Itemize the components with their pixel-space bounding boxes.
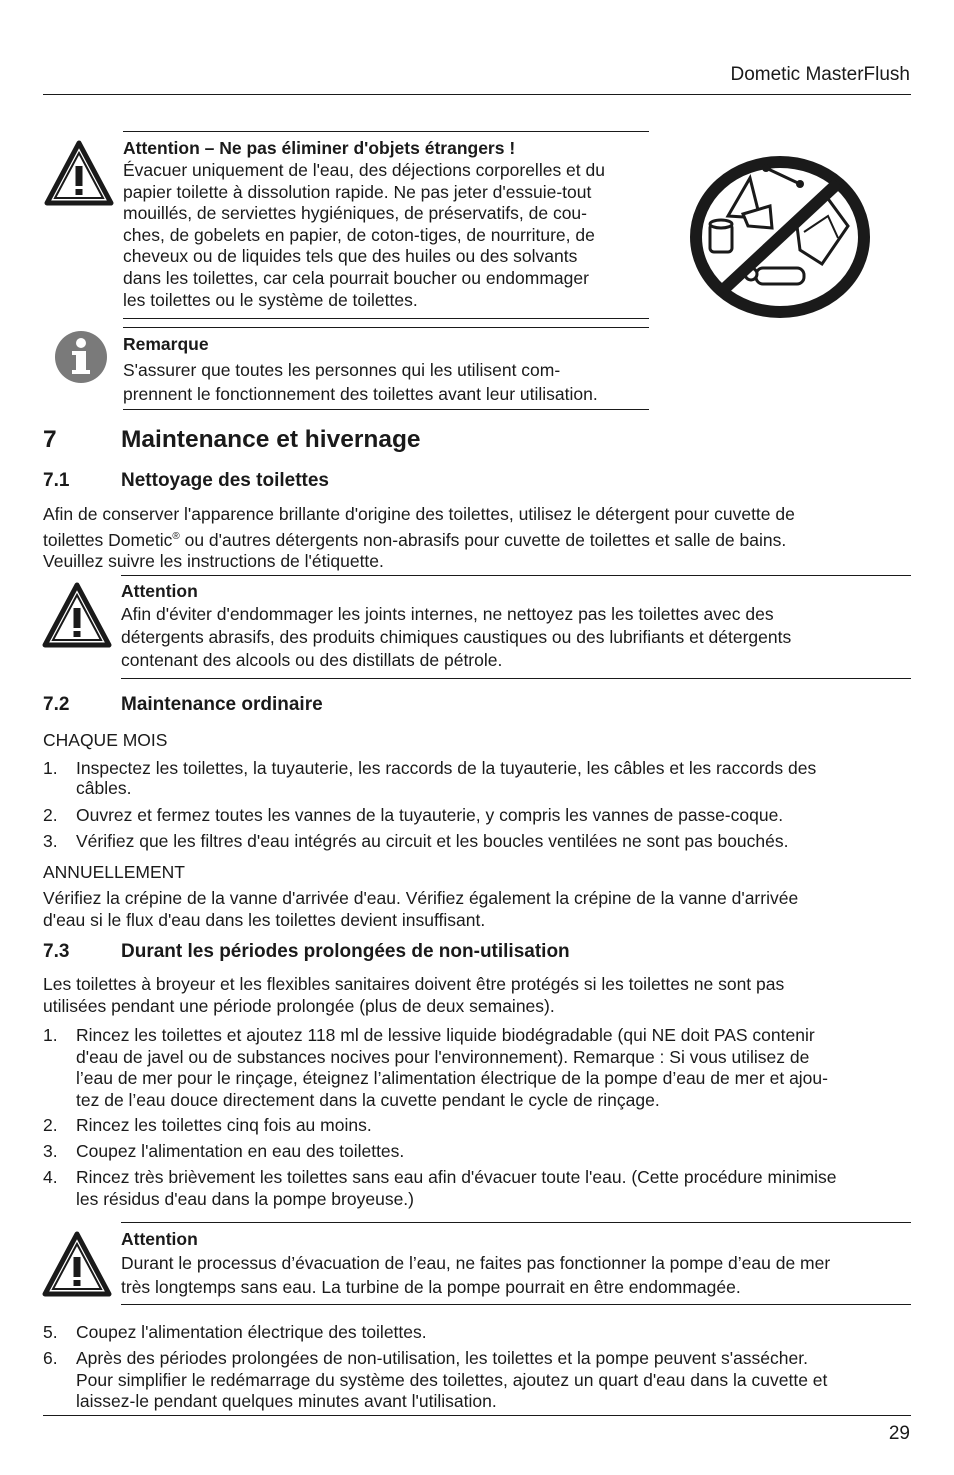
text-line: mouillés, de serviettes hygiéniques, de préservatifs, de cou- — [123, 203, 587, 224]
text-line: d'eau de javel ou de substances nocives pour l'environnement). Remarque : Si vous utilisez de — [76, 1046, 810, 1067]
text-line: dans les toilettes, car cela pourrait boucher ou endommager — [123, 267, 589, 288]
attention-body — [121, 1251, 913, 1299]
text-line: d'eau si le flux d'eau dans les toilettes devient insuffisant. — [43, 909, 486, 930]
text-fragment: ou d'autres détergents non-abrasifs pour cuvette de toilettes et salle de bains. — [179, 529, 787, 550]
list-item — [76, 1167, 912, 1210]
text-line: Après des périodes prolongées de non-utilisation, les toilettes et la pompe peuvent s'assécher. — [76, 1348, 808, 1368]
list-item: Rincez les toilettes cinq fois au moins. — [76, 1115, 372, 1135]
registered-mark: ® — [172, 530, 180, 542]
text-line: S'assurer que toutes les personnes qui les utilisent com- — [123, 360, 561, 380]
list-number: 2. — [43, 805, 58, 825]
text-line: prennent le fonctionnement des toilettes avant leur utilisation. — [123, 384, 598, 404]
text-line: Veuillez suivre les instructions de l'étiquette. — [43, 551, 384, 572]
list-item: Ouvrez et fermez toutes les vannes de la tuyauterie, y compris les vannes de passe-coque. — [76, 805, 784, 825]
attention-title: Attention — [121, 1229, 198, 1249]
text-line: laissez-le pendant quelques minutes avant l'utilisation. — [76, 1391, 497, 1412]
text-line: les toilettes ou le système de toilettes. — [123, 289, 418, 310]
attention-bottom-rule — [121, 678, 911, 679]
info-circle-icon — [54, 330, 108, 384]
subsection-number: 7.3 — [43, 941, 70, 962]
text-line: Afin de conserver l'apparence brillante d'origine des toilettes, utilisez le détergent pour cuvette de — [43, 504, 795, 524]
list-number: 6. — [43, 1348, 58, 1368]
storage-intro — [43, 974, 913, 1017]
list-number: 2. — [43, 1115, 58, 1135]
text-line: Les toilettes à broyeur et les flexibles sanitaires doivent être protégés si les toilettes ne sont pas — [43, 974, 785, 994]
text-line: Afin d'éviter d'endommager les joints internes, ne nettoyez pas les toilettes avec des — [121, 604, 774, 624]
text-line: contenant des alcools ou des distillats de pétrole. — [121, 650, 503, 670]
notice-body — [123, 160, 653, 311]
text-line: l’eau de mer pour le rinçage, éteignez l’alimentation électrique de la pompe d’eau de mer et ajou- — [76, 1068, 828, 1089]
no-foreign-objects-icon — [688, 156, 872, 318]
list-number: 1. — [43, 1025, 58, 1045]
subsection-title: Nettoyage des toilettes — [121, 470, 329, 491]
list-number: 4. — [43, 1167, 58, 1187]
text-line — [43, 526, 913, 551]
section-title: Maintenance et hivernage — [121, 426, 421, 453]
text-line: utilisées pendant une période prolongée (plus de deux semaines). — [43, 995, 555, 1016]
warning-triangle-icon — [42, 1231, 112, 1297]
text-line: Durant le processus d’évacuation de l’eau, ne faites pas fonctionner la pompe d’eau de mer — [121, 1253, 831, 1273]
list-item — [76, 1348, 912, 1413]
text-line: ches, de gobelets en papier, de coton-tiges, de nourriture, de — [123, 224, 595, 245]
attention-title: Attention — [121, 581, 198, 601]
attention-bottom-rule — [121, 1304, 911, 1305]
attention-top-rule — [121, 1222, 911, 1223]
list-item — [76, 1025, 912, 1111]
text-line: Pour simplifier le redémarrage du système des toilettes, ajoutez un quart d'eau dans la cuvette et — [76, 1369, 828, 1390]
remark-top-rule — [123, 327, 649, 328]
subsection-title: Durant les périodes prolongées de non-utilisation — [121, 941, 570, 962]
text-line: détergents abrasifs, des produits chimiques caustiques ou des lubrifiants et détergents — [121, 627, 792, 647]
text-line: tez de l’eau douce directement dans la cuvette pendant le cycle de rinçage. — [76, 1089, 660, 1110]
remark-title: Remarque — [123, 334, 209, 354]
list-number: 3. — [43, 831, 58, 851]
running-header: Dometic MasterFlush — [730, 64, 910, 85]
list-item: Vérifiez que les filtres d'eau intégrés au circuit et les boucles ventilées ne sont pas bouchés. — [76, 831, 789, 851]
notice-top-rule — [123, 131, 649, 132]
yearly-label: ANNUELLEMENT — [43, 862, 185, 882]
text-line: Rincez les toilettes et ajoutez 118 ml de lessive liquide biodégradable (qui NE doit PAS contenir — [76, 1025, 815, 1045]
section-number: 7 — [43, 426, 57, 453]
text-line: très longtemps sans eau. La turbine de la pompe pourrait en être endommagée. — [121, 1277, 741, 1297]
subsection-title: Maintenance ordinaire — [121, 694, 323, 715]
text-line: câbles. — [76, 777, 132, 798]
remark-body — [123, 358, 653, 406]
notice-bottom-rule — [123, 318, 649, 319]
header-rule — [43, 94, 911, 95]
text-line: les résidus d'eau dans la pompe broyeuse.) — [76, 1188, 414, 1209]
subsection-number: 7.1 — [43, 470, 70, 491]
text-fragment: toilettes Dometic — [43, 529, 173, 550]
attention-body — [121, 603, 911, 672]
text-line: Inspectez les toilettes, la tuyauterie, les raccords de la tuyauterie, les câbles et les raccords des — [76, 758, 817, 778]
yearly-paragraph — [43, 888, 913, 931]
warning-triangle-icon — [42, 582, 112, 648]
cleaning-paragraph — [43, 504, 913, 573]
monthly-label: CHAQUE MOIS — [43, 730, 168, 750]
notice-title: Attention – Ne pas éliminer d'objets étrangers ! — [123, 138, 516, 158]
list-number: 1. — [43, 758, 58, 778]
subsection-number: 7.2 — [43, 694, 70, 715]
list-item: Coupez l'alimentation électrique des toilettes. — [76, 1322, 427, 1342]
list-number: 3. — [43, 1141, 58, 1161]
list-item: Coupez l'alimentation en eau des toilettes. — [76, 1141, 405, 1161]
text-line: Vérifiez la crépine de la vanne d'arrivée d'eau. Vérifiez également la crépine de la vanne d'arrivée — [43, 888, 799, 908]
text-line: cheveux ou de liquides tels que des huiles ou des solvants — [123, 246, 578, 267]
text-line: papier toilette à dissolution rapide. Ne pas jeter d'essuie-tout — [123, 181, 592, 202]
attention-top-rule — [121, 575, 911, 576]
footer-rule — [43, 1415, 911, 1416]
text-line: Évacuer uniquement de l'eau, des déjections corporelles et du — [123, 160, 605, 180]
list-item — [76, 758, 912, 799]
text-line: Rincez très brièvement les toilettes sans eau afin d'évacuer toute l'eau. (Cette procédure minimise — [76, 1167, 837, 1187]
warning-triangle-icon — [44, 140, 114, 206]
remark-bottom-rule — [123, 409, 649, 410]
list-number: 5. — [43, 1322, 58, 1342]
page-number: 29 — [888, 1423, 910, 1444]
